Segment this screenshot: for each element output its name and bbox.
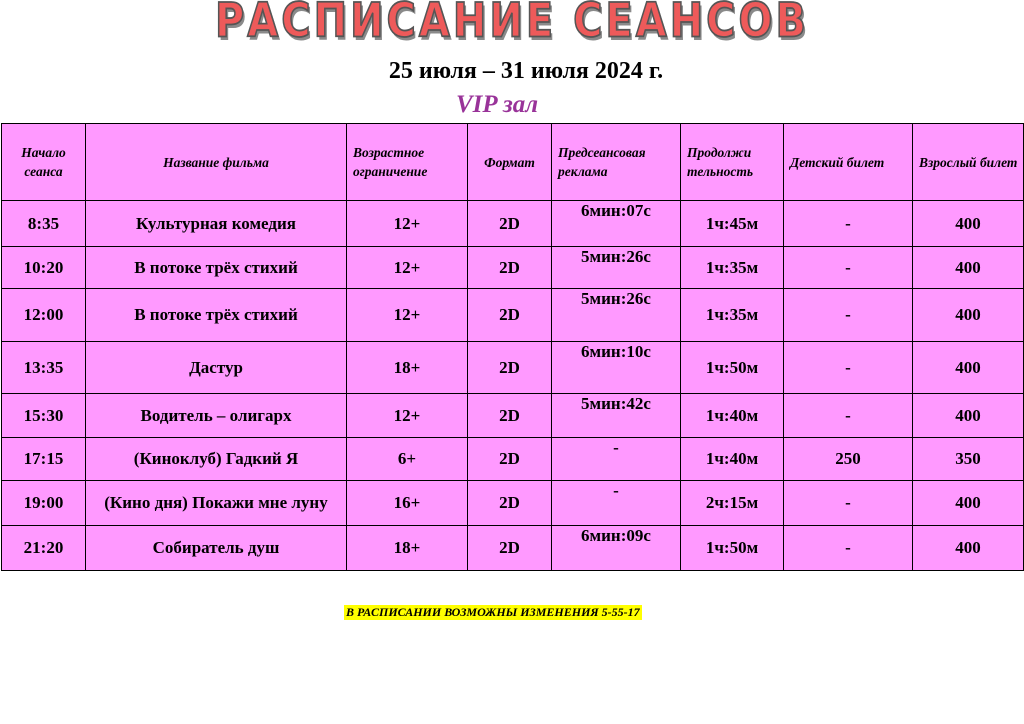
cell-age: 12+ — [347, 394, 468, 438]
cell-ads-value: - — [613, 438, 619, 457]
cell-ads — [552, 438, 681, 481]
cell-ads — [552, 481, 681, 526]
cell-duration: 1ч:40м — [681, 394, 784, 438]
table-row — [2, 289, 1024, 342]
cell-ads-value: 6мин:09с — [581, 526, 651, 545]
cell-title: Собиратель душ — [86, 526, 347, 571]
column-header-adult-ticket: Взрослый билет — [913, 124, 1024, 201]
cell-title: Водитель – олигарх — [86, 394, 347, 438]
cell-adult: 400 — [913, 394, 1024, 438]
cell-adult: 400 — [913, 289, 1024, 342]
column-header-start: Начало сеанса — [2, 124, 86, 201]
column-header-ads: Предсеансовая реклама — [552, 124, 681, 201]
cell-adult: 400 — [913, 342, 1024, 394]
cell-title: (Киноклуб) Гадкий Я — [86, 438, 347, 481]
cell-format: 2D — [468, 394, 552, 438]
cell-age: 18+ — [347, 342, 468, 394]
cell-start: 19:00 — [2, 481, 86, 526]
cell-title: Дастур — [86, 342, 347, 394]
cell-ads-value: 5мин:26с — [581, 247, 651, 266]
cell-format: 2D — [468, 526, 552, 571]
table-row — [2, 342, 1024, 394]
cell-adult: 400 — [913, 201, 1024, 247]
cell-age: 12+ — [347, 247, 468, 289]
cell-start: 12:00 — [2, 289, 86, 342]
cell-adult: 400 — [913, 481, 1024, 526]
cell-start: 15:30 — [2, 394, 86, 438]
cell-child: - — [784, 526, 913, 571]
cell-duration: 1ч:50м — [681, 342, 784, 394]
cell-title: В потоке трёх стихий — [86, 247, 347, 289]
cell-duration: 1ч:45м — [681, 201, 784, 247]
cell-child: - — [784, 201, 913, 247]
cell-start: 10:20 — [2, 247, 86, 289]
column-header-duration: Продолжи тельность — [681, 124, 784, 201]
cell-format: 2D — [468, 481, 552, 526]
cell-start: 17:15 — [2, 438, 86, 481]
cell-ads — [552, 289, 681, 342]
banner — [0, 0, 1024, 52]
cell-ads-value: - — [613, 481, 619, 500]
cell-ads — [552, 394, 681, 438]
cell-ads-value: 6мин:07с — [581, 201, 651, 220]
table-row — [2, 394, 1024, 438]
cell-ads-value: 6мин:10с — [581, 342, 651, 361]
table-row — [2, 247, 1024, 289]
cell-duration: 1ч:35м — [681, 289, 784, 342]
cell-ads — [552, 526, 681, 571]
cell-format: 2D — [468, 289, 552, 342]
cell-child: - — [784, 394, 913, 438]
table-row — [2, 201, 1024, 247]
cell-start: 21:20 — [2, 526, 86, 571]
table-header-row — [2, 124, 1024, 201]
cell-title: (Кино дня) Покажи мне луну — [86, 481, 347, 526]
cell-adult: 400 — [913, 526, 1024, 571]
column-header-title: Название фильма — [86, 124, 347, 201]
cell-ads — [552, 247, 681, 289]
cell-child: - — [784, 481, 913, 526]
cell-ads-value: 5мин:42с — [581, 394, 651, 413]
table-body — [2, 201, 1024, 571]
cell-title: Культурная комедия — [86, 201, 347, 247]
cell-age: 12+ — [347, 201, 468, 247]
table-row — [2, 438, 1024, 481]
column-header-child-ticket: Детский билет — [784, 124, 913, 201]
cell-format: 2D — [468, 342, 552, 394]
cell-child: 250 — [784, 438, 913, 481]
cell-age: 18+ — [347, 526, 468, 571]
cell-duration: 2ч:15м — [681, 481, 784, 526]
cell-age: 16+ — [347, 481, 468, 526]
page-title: РАСПИСАНИЕ СЕАНСОВ — [214, 0, 810, 49]
column-header-age: Возрастное ограничение — [347, 124, 468, 201]
cell-duration: 1ч:40м — [681, 438, 784, 481]
cell-duration: 1ч:50м — [681, 526, 784, 571]
cell-adult: 400 — [913, 247, 1024, 289]
cell-format: 2D — [468, 247, 552, 289]
cell-title: В потоке трёх стихий — [86, 289, 347, 342]
cell-ads-value: 5мин:26с — [581, 289, 651, 308]
date-range: 25 июля – 31 июля 2024 г. — [388, 58, 664, 84]
cell-child: - — [784, 289, 913, 342]
hall-name: VIP зал — [456, 91, 539, 118]
cell-duration: 1ч:35м — [681, 247, 784, 289]
cell-adult: 350 — [913, 438, 1024, 481]
cell-start: 8:35 — [2, 201, 86, 247]
cell-format: 2D — [468, 201, 552, 247]
schedule-table — [1, 123, 1024, 571]
column-header-format: Формат — [468, 124, 552, 201]
cell-ads — [552, 342, 681, 394]
cell-format: 2D — [468, 438, 552, 481]
notice-banner: В РАСПИСАНИИ ВОЗМОЖНЫ ИЗМЕНЕНИЯ 5-55-17 — [346, 605, 640, 619]
cell-age: 12+ — [347, 289, 468, 342]
cell-age: 6+ — [347, 438, 468, 481]
cell-start: 13:35 — [2, 342, 86, 394]
cell-child: - — [784, 247, 913, 289]
table-row — [2, 526, 1024, 571]
cell-child: - — [784, 342, 913, 394]
table-row — [2, 481, 1024, 526]
cell-ads — [552, 201, 681, 247]
